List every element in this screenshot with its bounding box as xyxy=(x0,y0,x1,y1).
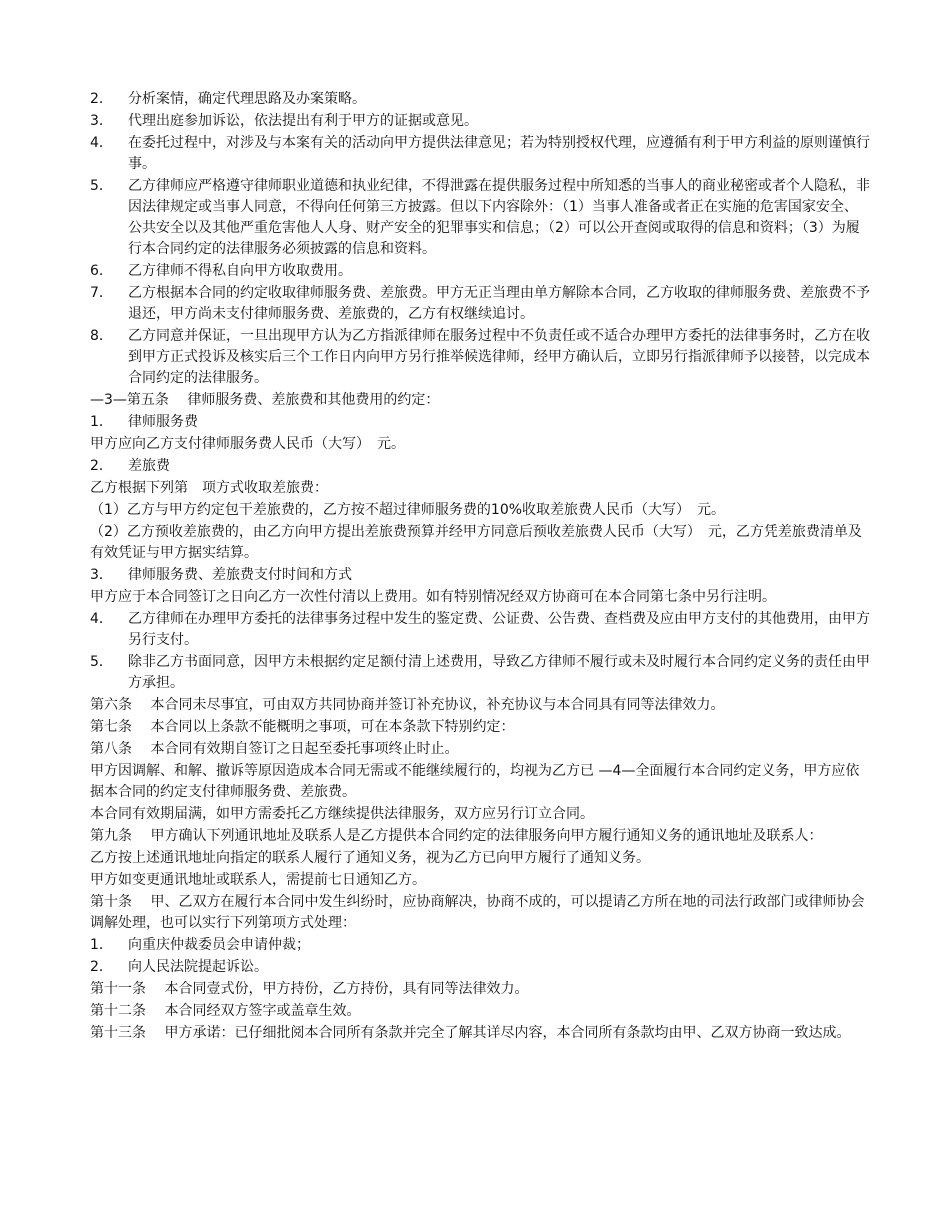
article-7: 第七条 本合同以上条款不能概明之事项，可在本条款下特别约定： xyxy=(90,719,515,735)
paragraph: 甲方应于本合同签订之日向乙方一次性付清以上费用。如有特别情况经双方协商可在本合同第七条中另行注明。 xyxy=(90,589,776,605)
item-number: 1． xyxy=(90,937,113,953)
list-item xyxy=(90,261,870,282)
item-number: 7． xyxy=(90,285,113,301)
list-item xyxy=(90,609,870,651)
paragraph: 本合同有效期届满，如甲方需委托乙方继续提供法律服务，双方应另行订立合同。 xyxy=(90,806,594,822)
item-number: 5． xyxy=(90,654,113,670)
item-text: 律师服务费 xyxy=(128,414,198,430)
item-number: 2． xyxy=(90,91,113,107)
item-text: 除非乙方书面同意，因甲方未根据约定足额付清上述费用，导致乙方律师不履行或未及时履行本合同约定义务的责任由甲方承担。 xyxy=(128,654,870,691)
article-12: 第十二条 本合同经双方签字或盖章生效。 xyxy=(90,1003,361,1019)
item-text: 在委托过程中，对涉及与本案有关的活动向甲方提供法律意见；若为特别授权代理，应遵循有利于甲方利益的原则谨慎行事。 xyxy=(128,135,870,172)
list-item xyxy=(90,456,870,477)
paragraph: 甲方应向乙方支付律师服务费人民币（大写） 元。 xyxy=(90,436,405,452)
list-item xyxy=(90,565,870,586)
item-text: 分析案情，确定代理思路及办案策略。 xyxy=(128,91,366,107)
item-number: 2． xyxy=(90,458,113,474)
document-body xyxy=(90,89,870,1045)
item-text: 乙方律师应严格遵守律师职业道德和执业纪律，不得泄露在提供服务过程中所知悉的当事人的商业秘密或者个人隐私，非因法律规定或当事人同意，不得向任何第三方披露。但以下内容除外：（1）当事人准备或者正在实施的危害国家安全、公共安全以及其他严重危害他人人身、财产安全的犯罪事实和信息；（2）可以公开查阅或取得的信息和资料；（3）为履行本合同约定的法律服务必须披露的信息和资料。 xyxy=(128,178,870,257)
article-10: 第十条 甲、乙双方在履行本合同中发生纠纷时，应协商解决，协商不成的，可以提请乙方所在地的司法行政部门或律师协会调解处理，也可以实行下列第项方式处理： xyxy=(90,894,865,931)
section-heading-article-5: —3—第五条 律师服务费、差旅费和其他费用的约定： xyxy=(90,392,440,408)
item-text: 差旅费 xyxy=(128,458,170,474)
item-number: 1． xyxy=(90,414,113,430)
item-number: 3． xyxy=(90,567,113,583)
item-number: 5． xyxy=(90,178,113,194)
paragraph: 乙方根据下列第 项方式收取差旅费： xyxy=(90,480,328,496)
item-text: 向重庆仲裁委员会申请仲裁； xyxy=(128,937,310,953)
item-text: 乙方同意并保证，一旦出现甲方认为乙方指派律师在服务过程中不负责任或不适合办理甲方委托的法律事务时，乙方在收到甲方正式投诉及核实后三个工作日内向甲方另行推举候选律师，经甲方确认后，立即另行指派律师予以接替，以完成本合同约定的法律服务。 xyxy=(128,328,870,386)
paragraph: （2）乙方预收差旅费的，由乙方向甲方提出差旅费预算并经甲方同意后预收差旅费人民币（大写） 元，乙方凭差旅费清单及有效凭证与甲方据实结算。 xyxy=(90,524,862,561)
item-number: 4． xyxy=(90,611,113,627)
list-item xyxy=(90,176,870,260)
list-item xyxy=(90,957,870,978)
list-item xyxy=(90,133,870,175)
item-number: 4． xyxy=(90,135,113,151)
item-text: 向人民法院提起诉讼。 xyxy=(128,959,268,975)
list-item xyxy=(90,283,870,325)
item-number: 2． xyxy=(90,959,113,975)
article-8: 第八条 本合同有效期自签订之日起至委托事项终止时止。 xyxy=(90,741,459,757)
list-item xyxy=(90,89,870,110)
paragraph: 乙方按上述通讯地址向指定的联系人履行了通知义务，视为乙方已向甲方履行了通知义务。 xyxy=(90,850,650,866)
list-item xyxy=(90,326,870,389)
item-text: 代理出庭参加诉讼，依法提出有利于甲方的证据或意见。 xyxy=(128,113,478,129)
list-item xyxy=(90,412,870,433)
paragraph: （1）乙方与甲方约定包干差旅费的，乙方按不超过律师服务费的10%收取差旅费人民币（大写） 元。 xyxy=(90,502,726,518)
list-item xyxy=(90,935,870,956)
item-text: 律师服务费、差旅费支付时间和方式 xyxy=(128,567,352,583)
article-9: 第九条 甲方确认下列通讯地址及联系人是乙方提供本合同约定的法律服务向甲方履行通知义务的通讯地址及联系人： xyxy=(90,828,823,844)
item-number: 6． xyxy=(90,263,113,279)
item-text: 乙方律师在办理甲方委托的法律事务过程中发生的鉴定费、公证费、公告费、查档费及应由甲方支付的其他费用，由甲方另行支付。 xyxy=(128,611,870,648)
item-number: 3． xyxy=(90,113,113,129)
article-13: 第十三条 甲方承诺：已仔细批阅本合同所有条款并完全了解其详尽内容，本合同所有条款均由甲、乙双方协商一致达成。 xyxy=(90,1025,851,1041)
list-item xyxy=(90,111,870,132)
paragraph: 甲方因调解、和解、撤诉等原因造成本合同无需或不能继续履行的，均视为乙方已 —4—全面履行本合同约定义务，甲方应依据本合同的约定支付律师服务费、差旅费。 xyxy=(90,763,860,800)
article-6: 第六条 本合同未尽事宜，可由双方共同协商并签订补充协议，补充协议与本合同具有同等法律效力。 xyxy=(90,697,725,713)
item-number: 8． xyxy=(90,328,113,344)
article-11: 第十一条 本合同壹式份，甲方持份，乙方持份，具有同等法律效力。 xyxy=(90,981,529,997)
paragraph: 甲方如变更通讯地址或联系人，需提前七日通知乙方。 xyxy=(90,872,426,888)
item-text: 乙方根据本合同的约定收取律师服务费、差旅费。甲方无正当理由单方解除本合同，乙方收取的律师服务费、差旅费不予退还，甲方尚未支付律师服务费、差旅费的，乙方有权继续追讨。 xyxy=(128,285,870,322)
item-text: 乙方律师不得私自向甲方收取费用。 xyxy=(128,263,352,279)
list-item xyxy=(90,652,870,694)
